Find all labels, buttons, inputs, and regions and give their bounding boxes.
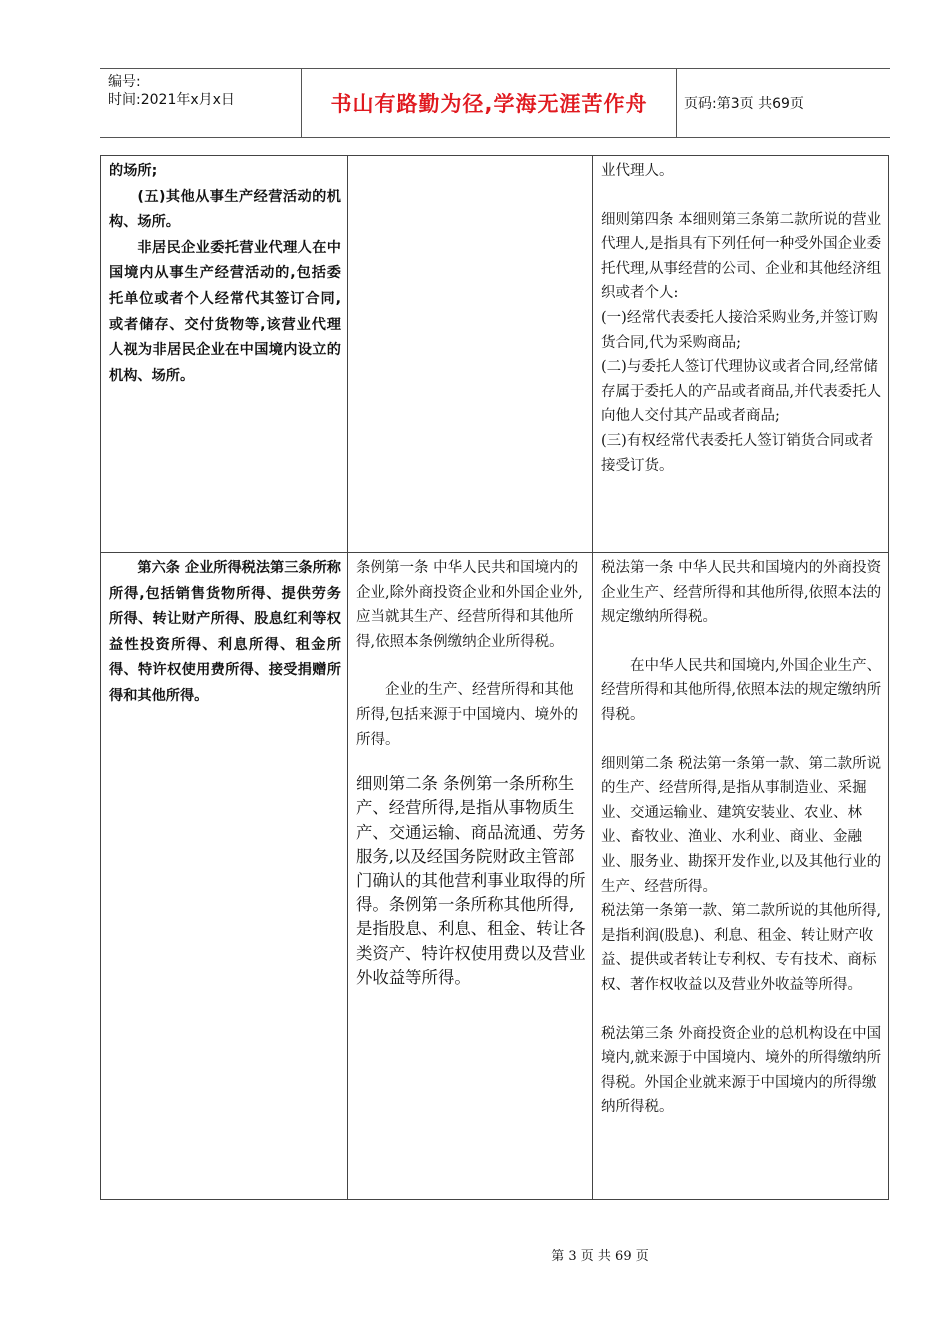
table-cell-law xyxy=(101,156,348,553)
table-cell-foreign-law xyxy=(593,156,889,553)
law-comparison-table xyxy=(100,155,889,1200)
paragraph: 企业的生产、经营所得和其他所得,包括来源于中国境内、境外的所得。 xyxy=(356,682,579,748)
document-number-label: 编号: xyxy=(108,74,141,90)
table-row xyxy=(101,553,889,1200)
paragraph: (三)有权经常代表委托人签订销货合同或者接受订货。 xyxy=(601,432,874,474)
paragraph: 第六条 企业所得税法第三条所称所得,包括销售货物所得、提供劳务所得、转让财产所得、股息红利等权益性投资所得、利息所得、租金所得、特许权使用费所得、接受捐赠所得和其他所得。 xyxy=(109,560,341,704)
header-page-info: 页码:第3页 共69页 xyxy=(684,96,804,112)
header-motto-cell xyxy=(301,69,677,137)
footer-page-number: 第 3 页 共 69 页 xyxy=(551,1249,649,1264)
paragraph: 非居民企业委托营业代理人在中国境内从事生产经营活动的,包括委托单位或者个人经常代其签订合同,或者储存、交付货物等,该营业代理人视为非居民企业在中国境内设立的机构、场所。 xyxy=(109,239,341,384)
table-cell-regulation xyxy=(348,553,593,1200)
page-header xyxy=(100,68,890,138)
paragraph: 在中华人民共和国境内,外国企业生产、经营所得和其他所得,依照本法的规定缴纳所得税。 xyxy=(601,657,882,723)
document-time-label: 时间:2021年x月x日 xyxy=(108,92,235,108)
paragraph: (一)经常代表委托人接洽采购业务,并签订购货合同,代为采购商品; xyxy=(601,309,878,351)
table-cell-foreign-law xyxy=(593,553,889,1200)
table-cell-regulation xyxy=(348,156,593,553)
paragraph: 的场所; xyxy=(109,163,158,179)
page-footer xyxy=(0,1245,950,1264)
paragraph: 业代理人。 xyxy=(601,163,674,179)
paragraph: 税法第三条 外商投资企业的总机构设在中国境内,就来源于中国境内、境外的所得缴纳所得税。外国企业就来源于中国境内的所得缴纳所得税。 xyxy=(601,1025,882,1116)
paragraph: 细则第二条 税法第一条第一款、第二款所说的生产、经营所得,是指从事制造业、采掘业、交通运输业、建筑安装业、农业、林业、畜牧业、渔业、水利业、商业、金融业、服务业、勘探开发作业,以及其他行业的生产、经营所得。 xyxy=(601,755,882,895)
table-cell-law xyxy=(101,553,348,1200)
paragraph: 细则第二条 条例第一条所称生产、经营所得,是指从事物质生 产、交通运输、商品流通、劳务服务,以及经国务院财政主管部 门确认的其他营利事业取得的所得。条例第一条所称其他所得,是指股息、利息、租金、转让各类资产、特许权使用费以及营业外收益等所得。 xyxy=(356,774,586,987)
paragraph: 条例第一条 中华人民共和国境内的企业,除外商投资企业和外国企业外,应当就其生产、经营所得和其他所得,依照本条例缴纳企业所得税。 xyxy=(356,560,583,650)
header-meta xyxy=(108,73,235,109)
header-motto: 书山有路勤为径,学海无涯苦作舟 xyxy=(330,92,648,116)
paragraph: 税法第一条第一款、第二款所说的其他所得,是指利润(股息)、利息、租金、转让财产收益、提供或者转让专利权、专有技术、商标权、著作权收益以及营业外收益等所得。 xyxy=(601,903,882,993)
table-row xyxy=(101,156,889,553)
paragraph: (五)其他从事生产经营活动的机构、场所。 xyxy=(109,188,341,231)
paragraph: (二)与委托人签订代理协议或者合同,经常储存属于委托人的产品或者商品,并代表委托人向他人交付其产品或者商品; xyxy=(601,359,882,425)
paragraph: 税法第一条 中华人民共和国境内的外商投资企业生产、经营所得和其他所得,依照本法的规定缴纳所得税。 xyxy=(601,560,882,626)
paragraph: 细则第四条 本细则第三条第二款所说的营业代理人,是指具有下列任何一种受外国企业委托代理,从事经营的公司、企业和其他经济组织或者个人: xyxy=(601,211,882,302)
